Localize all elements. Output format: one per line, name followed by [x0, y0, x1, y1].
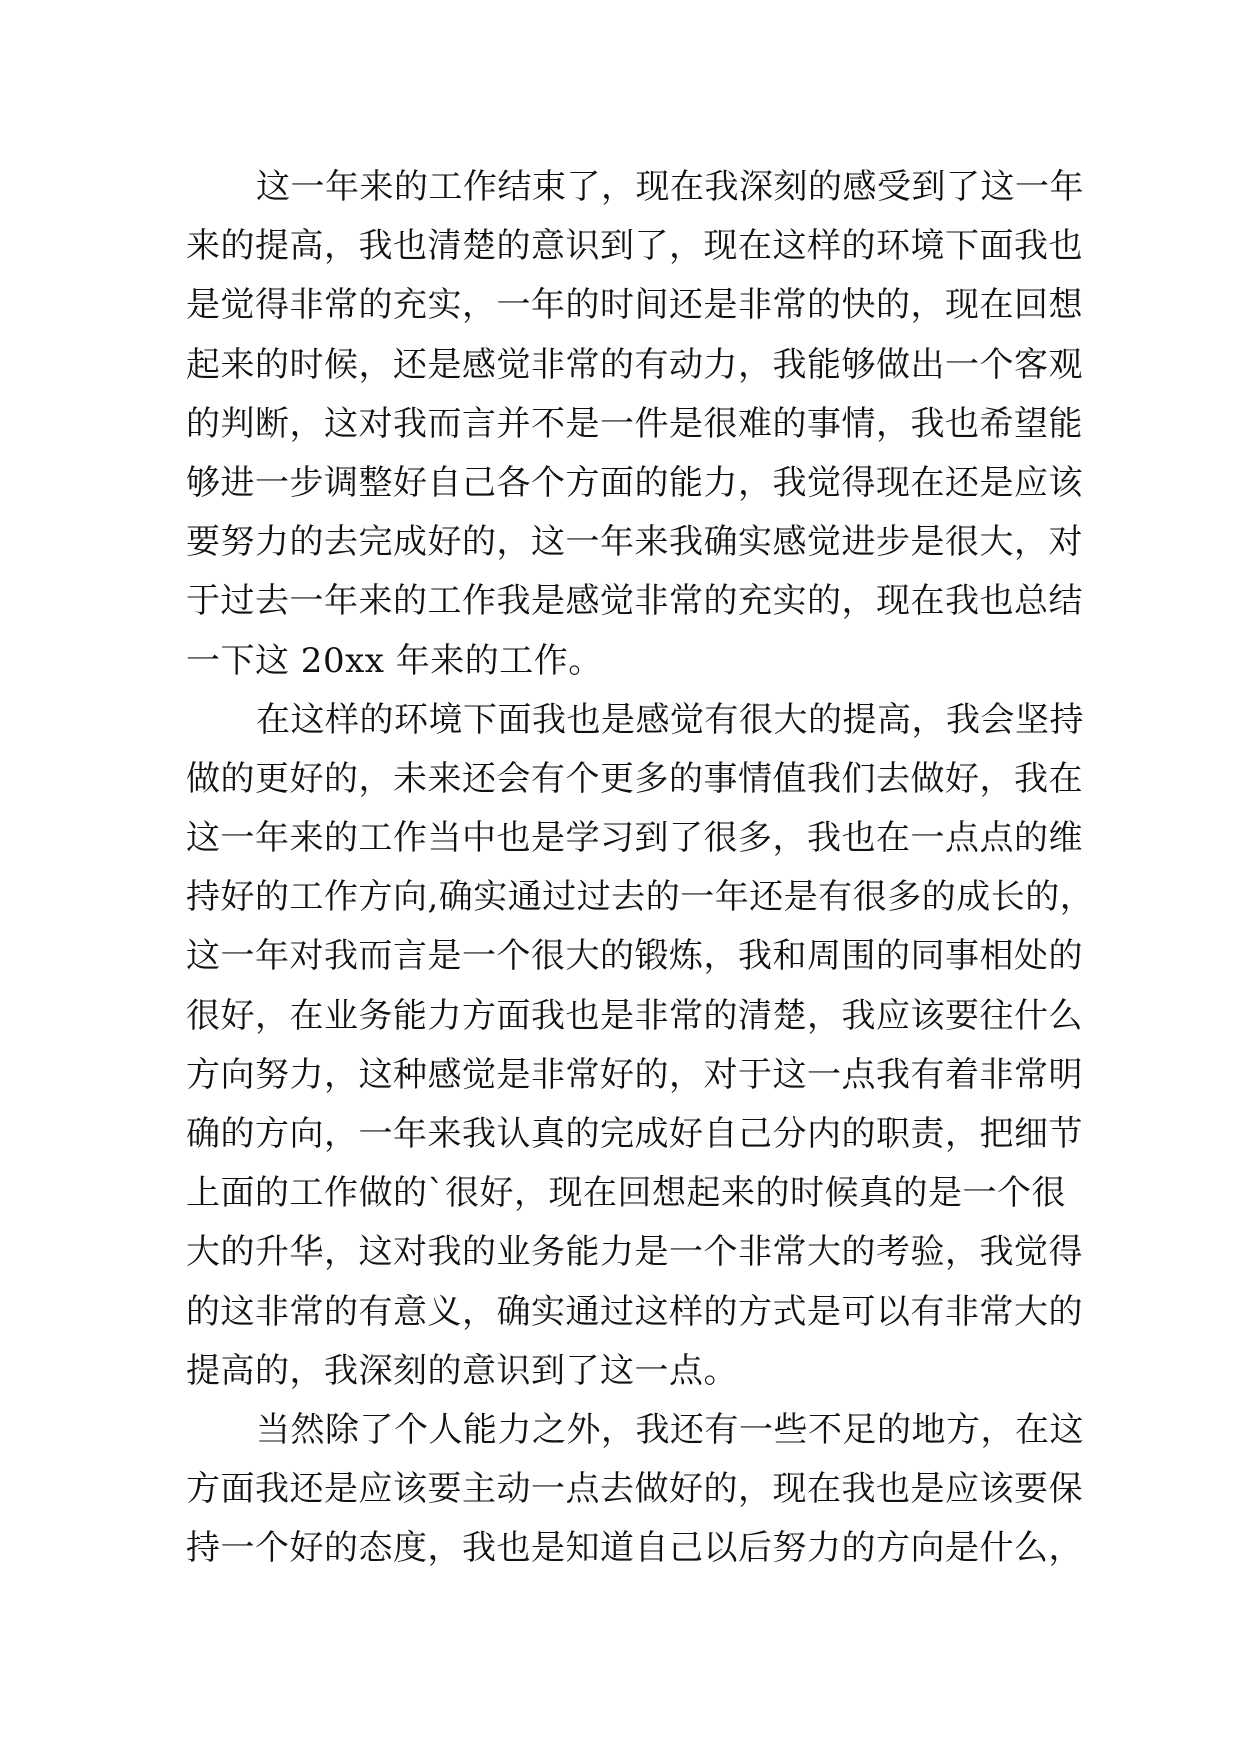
text-line: 于过去一年来的工作我是感觉非常的充实的，现在我也总结: [186, 581, 1083, 622]
paragraph-1: [186, 158, 1084, 691]
document-body: [186, 158, 1095, 1579]
text-line: 当然除了个人能力之外，我还有一些不足的地方，在这: [256, 1409, 1084, 1450]
text-line: 的判断，这对我而言并不是一件是很难的事情，我也希望能: [186, 403, 1083, 444]
text-line: 大的升华，这对我的业务能力是一个非常大的考验，我觉得: [186, 1232, 1083, 1273]
paragraph-2: [186, 691, 1095, 1401]
text-line: 这一年对我而言是一个很大的锻炼，我和周围的同事相处的: [186, 936, 1083, 977]
text-line: 够进一步调整好自己各个方面的能力，我觉得现在还是应该: [186, 462, 1083, 503]
text-line: 一下这 20xx 年来的工作。: [186, 640, 603, 681]
text-line: 的这非常的有意义，确实通过这样的方式是可以有非常大的: [186, 1291, 1083, 1332]
text-line: 来的提高，我也清楚的意识到了，现在这样的环境下面我也: [186, 226, 1083, 267]
text-line: 方面我还是应该要主动一点去做好的，现在我也是应该要保: [186, 1469, 1083, 1510]
text-line: 持一个好的态度，我也是知道自己以后努力的方向是什么，: [186, 1528, 1083, 1569]
text-line: 这一年来的工作当中也是学习到了很多，我也在一点点的维: [186, 818, 1083, 859]
text-line: 提高的，我深刻的意识到了这一点。: [186, 1350, 738, 1391]
text-line: 方向努力，这种感觉是非常好的，对于这一点我有着非常明: [186, 1054, 1083, 1095]
text-line: 上面的工作做的`很好，现在回想起来的时候真的是一个很: [186, 1173, 1066, 1214]
text-line: 在这样的环境下面我也是感觉有很大的提高，我会坚持: [256, 699, 1084, 740]
text-line: 起来的时候，还是感觉非常的有动力，我能够做出一个客观: [186, 344, 1083, 385]
text-line: 要努力的去完成好的，这一年来我确实感觉进步是很大，对: [186, 522, 1083, 563]
text-line: 很好，在业务能力方面我也是非常的清楚，我应该要往什么: [186, 995, 1083, 1036]
text-line: 确的方向，一年来我认真的完成好自己分内的职责，把细节: [186, 1114, 1083, 1154]
text-line: 持好的工作方向,确实通过过去的一年还是有很多的成长的，: [186, 877, 1095, 918]
text-line: 这一年来的工作结束了，现在我深刻的感受到了这一年: [256, 167, 1084, 207]
text-line: 是觉得非常的充实，一年的时间还是非常的快的，现在回想: [186, 285, 1083, 326]
paragraph-3: [186, 1401, 1084, 1579]
text-line: 做的更好的，未来还会有个更多的事情值我们去做好，我在: [186, 758, 1083, 799]
